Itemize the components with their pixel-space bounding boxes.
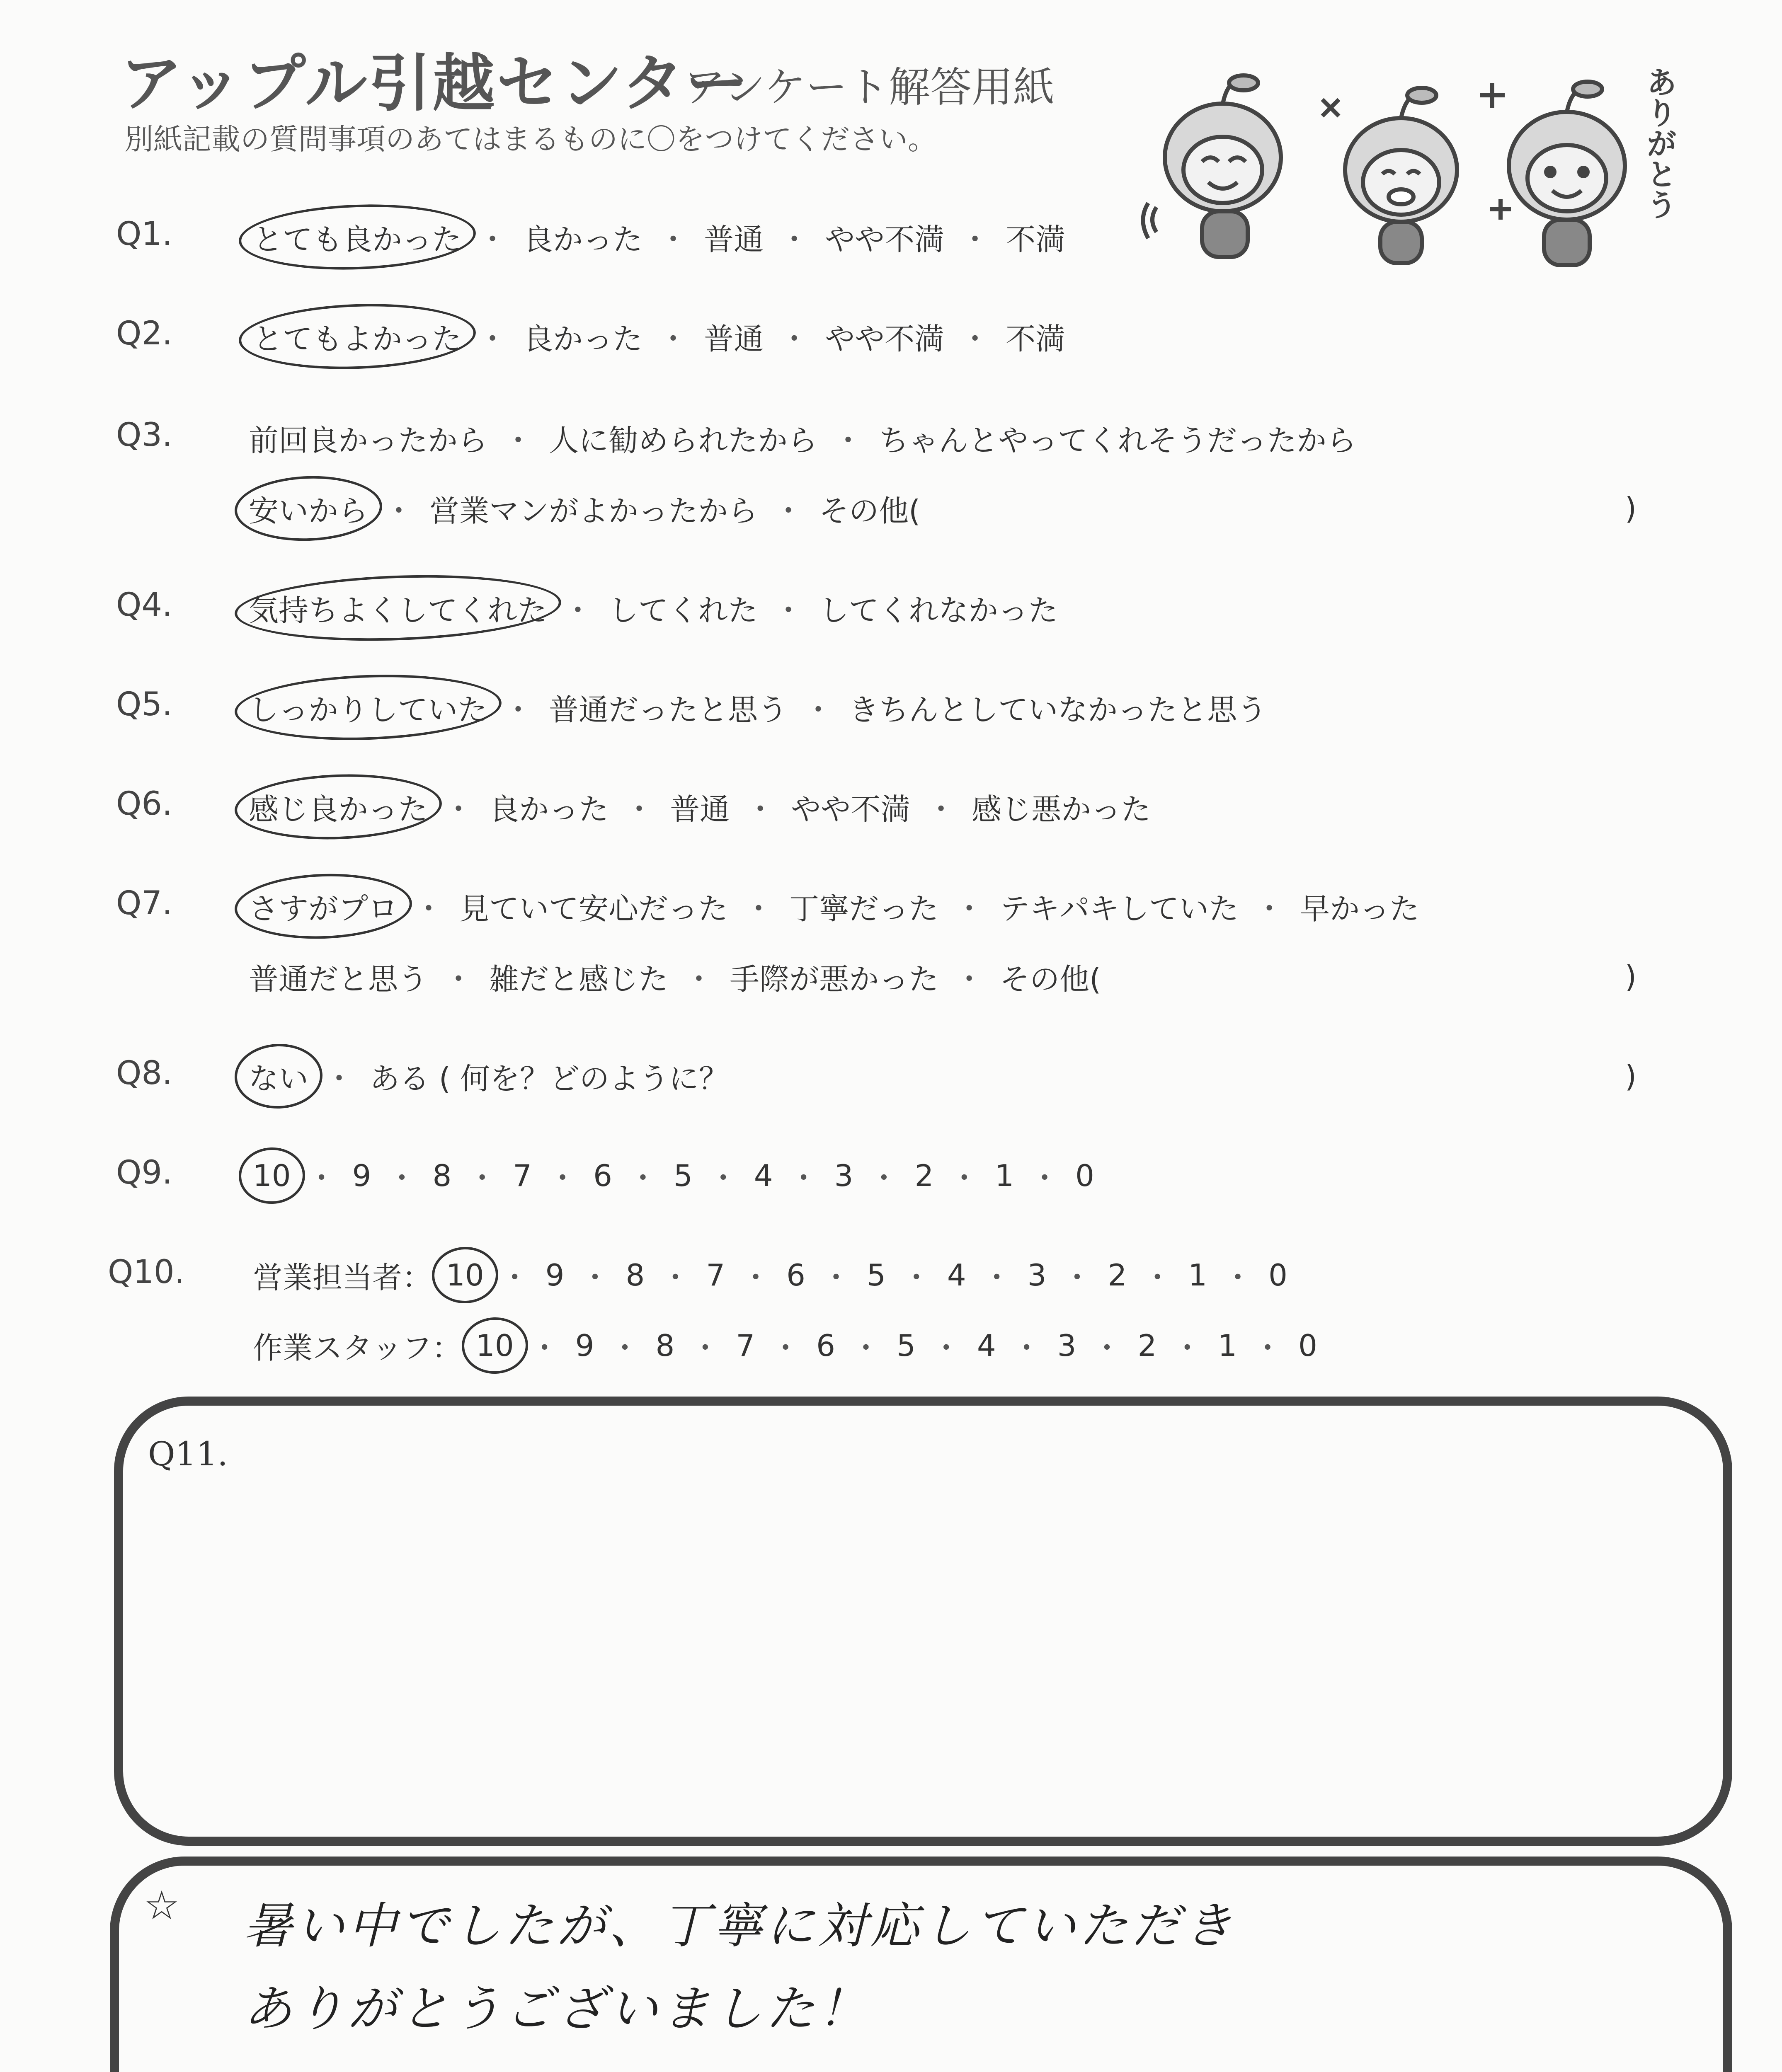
q3-other-close: ) xyxy=(1625,491,1637,526)
q10-staff-score-8[interactable]: 8 xyxy=(655,1328,675,1363)
separator: ・ xyxy=(773,494,804,528)
separator: ・ xyxy=(779,322,810,356)
separator: ・ xyxy=(773,593,804,628)
star-icon: ☆ xyxy=(144,1882,180,1929)
q10-staff-score-1[interactable]: 1 xyxy=(1218,1328,1237,1363)
q1-option-dissatisfied[interactable]: 不満 xyxy=(1006,222,1066,257)
separator: ・ xyxy=(960,322,990,356)
q4-option-did-not[interactable]: してくれなかった xyxy=(819,593,1058,628)
separator: ・ xyxy=(628,1161,658,1196)
q8-options xyxy=(249,1055,729,1098)
monkey-mascots-icon xyxy=(1140,50,1687,274)
q4-option-did[interactable]: してくれた xyxy=(609,593,758,628)
comment-box[interactable] xyxy=(110,1857,1732,2072)
separator: ・ xyxy=(833,423,863,458)
separator: ・ xyxy=(960,222,990,257)
separator: ・ xyxy=(779,222,810,257)
separator: ・ xyxy=(954,891,984,926)
separator: ・ xyxy=(926,792,956,827)
separator: ・ xyxy=(1062,1260,1092,1295)
q10-staff-score-9[interactable]: 9 xyxy=(575,1328,594,1363)
separator: ・ xyxy=(529,1331,560,1365)
separator: ・ xyxy=(324,1061,354,1096)
separator: ・ xyxy=(499,1260,530,1295)
q10-sales-score-1[interactable]: 1 xyxy=(1188,1258,1207,1293)
separator: ・ xyxy=(1223,1260,1253,1295)
q3-option-seemed-reliable[interactable]: ちゃんとやってくれそうだったから xyxy=(879,423,1357,458)
q2-label: Q2. xyxy=(116,315,172,352)
q7-option-efficient[interactable]: テキパキしていた xyxy=(1000,891,1239,926)
q6-option-slightly-dissatisfied[interactable]: やや不満 xyxy=(791,792,911,827)
q10-sales-score-0[interactable]: 0 xyxy=(1268,1258,1287,1293)
separator: ・ xyxy=(658,322,689,356)
q5-label: Q5. xyxy=(116,686,172,723)
q7-option-polite[interactable]: 丁寧だった xyxy=(789,891,939,926)
q3-options-line1 xyxy=(249,416,1356,460)
q2-option-good[interactable]: 良かった xyxy=(523,322,643,356)
q5-option-not-proper[interactable]: きちんとしていなかったと思う xyxy=(849,692,1267,727)
separator: ・ xyxy=(658,222,689,257)
q2-option-slightly-dissatisfied[interactable]: やや不満 xyxy=(825,322,945,356)
separator: ・ xyxy=(803,692,834,727)
separator: ・ xyxy=(708,1161,738,1196)
comment-line-2: ありがとうございました！ xyxy=(243,1980,870,2037)
q7-option-sloppy[interactable]: 雑だと感じた xyxy=(489,962,669,997)
q2-option-normal[interactable]: 普通 xyxy=(704,322,764,356)
form-title: アップル引越センター xyxy=(120,48,749,120)
q9-score-5[interactable]: 5 xyxy=(673,1158,693,1193)
q9-score-6[interactable]: 6 xyxy=(593,1158,612,1193)
mascot-illustration xyxy=(1140,50,1687,274)
q3-option-recommended[interactable]: 人に勧められたから xyxy=(549,423,818,458)
separator: ・ xyxy=(478,222,508,257)
separator: ・ xyxy=(771,1331,801,1365)
q1-label: Q1. xyxy=(116,215,172,253)
separator: ・ xyxy=(387,1161,417,1196)
q10-sales-score-5[interactable]: 5 xyxy=(866,1258,886,1293)
q6-option-good[interactable]: 良かった xyxy=(489,792,609,827)
q10-staff-scale xyxy=(253,1324,1317,1367)
q9-score-4[interactable]: 4 xyxy=(754,1158,773,1193)
q9-score-9[interactable]: 9 xyxy=(352,1158,371,1193)
separator: ・ xyxy=(1142,1260,1173,1295)
q8-close: ) xyxy=(1625,1059,1637,1094)
q1-option-slightly-dissatisfied[interactable]: やや不満 xyxy=(825,222,945,257)
q2-options xyxy=(253,315,1065,358)
q10-staff-score-2[interactable]: 2 xyxy=(1137,1328,1157,1363)
q7-option-professional[interactable]: さすがプロ xyxy=(249,885,398,928)
q10-sales-score-7[interactable]: 7 xyxy=(706,1258,725,1293)
q5-option-solid[interactable]: しっかりしていた xyxy=(249,686,487,729)
q9-score-3[interactable]: 3 xyxy=(834,1158,853,1193)
separator: ・ xyxy=(744,891,774,926)
q4-label: Q4. xyxy=(116,586,172,624)
q10-sales-score-8[interactable]: 8 xyxy=(626,1258,645,1293)
q2-option-dissatisfied[interactable]: 不満 xyxy=(1006,322,1066,356)
q10-sales-score-4[interactable]: 4 xyxy=(947,1258,966,1293)
q10-label: Q10. xyxy=(108,1254,185,1291)
q7-option-fast[interactable]: 早かった xyxy=(1300,891,1420,926)
q4-options xyxy=(249,586,1058,629)
separator: ・ xyxy=(1254,891,1285,926)
separator: ・ xyxy=(1011,1331,1042,1365)
q10-staff-score-4[interactable]: 4 xyxy=(977,1328,996,1363)
q9-label: Q9. xyxy=(116,1154,172,1191)
q10-sales-colon: ： xyxy=(402,1260,432,1295)
q8-option-some[interactable]: ある ( 何を？どのように？ xyxy=(370,1061,729,1096)
separator: ・ xyxy=(478,322,508,356)
q7-other-close: ) xyxy=(1625,959,1637,994)
q1-option-good[interactable]: 良かった xyxy=(523,222,643,257)
q6-option-unpleasant[interactable]: 感じ悪かった xyxy=(972,792,1151,827)
q6-options xyxy=(249,785,1151,828)
separator: ・ xyxy=(745,792,776,827)
q9-score-8[interactable]: 8 xyxy=(432,1158,452,1193)
q6-option-normal[interactable]: 普通 xyxy=(670,792,730,827)
q9-scale xyxy=(253,1154,1094,1197)
q10-sales-score-6[interactable]: 6 xyxy=(786,1258,805,1293)
q10-sales-label: 営業担当者 xyxy=(253,1260,402,1295)
separator: ・ xyxy=(580,1260,610,1295)
separator: ・ xyxy=(610,1331,640,1365)
q3-option-other[interactable]: その他( xyxy=(819,494,921,528)
separator: ・ xyxy=(444,792,474,827)
q10-sales-score-2[interactable]: 2 xyxy=(1108,1258,1127,1293)
separator: ・ xyxy=(467,1161,497,1196)
q3-option-cheap[interactable]: 安いから xyxy=(249,487,368,530)
q10-sales-score-3[interactable]: 3 xyxy=(1027,1258,1047,1293)
separator: ・ xyxy=(563,593,593,628)
q9-score-0[interactable]: 0 xyxy=(1075,1158,1094,1193)
q10-staff-colon: ： xyxy=(432,1331,462,1365)
separator: ・ xyxy=(444,962,474,997)
separator: ・ xyxy=(741,1260,771,1295)
q6-option-pleasant[interactable]: 感じ良かった xyxy=(249,785,428,828)
q7-option-clumsy[interactable]: 手際が悪かった xyxy=(730,962,939,997)
q10-sales-score-9[interactable]: 9 xyxy=(545,1258,565,1293)
q11-answer-box[interactable] xyxy=(114,1397,1732,1846)
q10-staff-score-3[interactable]: 3 xyxy=(1057,1328,1076,1363)
separator: ・ xyxy=(931,1331,961,1365)
q3-options-line2 xyxy=(249,487,920,530)
q3-option-previous-good[interactable]: 前回良かったから xyxy=(249,423,488,458)
separator: ・ xyxy=(821,1260,851,1295)
q10-staff-score-7[interactable]: 7 xyxy=(736,1328,755,1363)
q10-staff-label: 作業スタッフ xyxy=(253,1331,432,1365)
q10-sales-scale xyxy=(253,1254,1287,1297)
separator: ・ xyxy=(660,1260,691,1295)
separator: ・ xyxy=(851,1331,881,1365)
q9-score-10[interactable]: 10 xyxy=(253,1158,291,1193)
separator: ・ xyxy=(384,494,414,528)
separator: ・ xyxy=(548,1161,578,1196)
q7-option-reassuring[interactable]: 見ていて安心だった xyxy=(459,891,728,926)
separator: ・ xyxy=(414,891,444,926)
separator: ・ xyxy=(503,692,533,727)
q10-sales-score-10[interactable]: 10 xyxy=(446,1258,484,1293)
separator: ・ xyxy=(949,1161,979,1196)
q6-label: Q6. xyxy=(116,785,172,823)
q4-option-pleasant[interactable]: 気持ちよくしてくれた xyxy=(249,586,547,629)
mascot-caption: ありがとう xyxy=(1641,66,1677,220)
separator: ・ xyxy=(1253,1331,1283,1365)
separator: ・ xyxy=(1092,1331,1122,1365)
separator: ・ xyxy=(684,962,714,997)
separator: ・ xyxy=(982,1260,1012,1295)
q7-label: Q7. xyxy=(116,885,172,922)
q7-options-line2 xyxy=(249,955,1101,998)
q3-option-good-salesman[interactable]: 営業マンがよかったから xyxy=(429,494,758,528)
form-subtitle: アンケート解答用紙 xyxy=(684,63,1055,111)
separator: ・ xyxy=(624,792,655,827)
separator: ・ xyxy=(869,1161,899,1196)
q7-option-normal[interactable]: 普通だと思う xyxy=(249,962,428,997)
q3-label: Q3. xyxy=(116,416,172,454)
separator: ・ xyxy=(901,1260,931,1295)
q1-options xyxy=(253,215,1065,259)
q10-staff-score-5[interactable]: 5 xyxy=(896,1328,916,1363)
q7-options-line1 xyxy=(249,885,1419,928)
q8-option-none[interactable]: ない xyxy=(249,1055,308,1098)
q11-label: Q11. xyxy=(148,1435,228,1473)
separator: ・ xyxy=(690,1331,720,1365)
separator: ・ xyxy=(503,423,533,458)
separator: ・ xyxy=(1172,1331,1203,1365)
separator: ・ xyxy=(1030,1161,1060,1196)
q5-option-normal[interactable]: 普通だったと思う xyxy=(549,692,788,727)
separator: ・ xyxy=(954,962,984,997)
q9-score-7[interactable]: 7 xyxy=(513,1158,532,1193)
q9-score-2[interactable]: 2 xyxy=(914,1158,934,1193)
q7-option-other[interactable]: その他( xyxy=(1000,962,1101,997)
q9-score-1[interactable]: 1 xyxy=(995,1158,1014,1193)
comment-line-1: 暑い中でしたが、丁寧に対応していただき xyxy=(243,1897,1236,1954)
q10-staff-score-0[interactable]: 0 xyxy=(1298,1328,1317,1363)
q1-option-normal[interactable]: 普通 xyxy=(704,222,764,257)
separator: ・ xyxy=(306,1161,337,1196)
separator: ・ xyxy=(788,1161,819,1196)
q1-option-very-good[interactable]: とても良かった xyxy=(253,215,462,259)
q8-label: Q8. xyxy=(116,1055,172,1092)
q5-options xyxy=(249,686,1267,729)
q2-option-very-good[interactable]: とてもよかった xyxy=(253,315,462,358)
q10-staff-score-6[interactable]: 6 xyxy=(816,1328,835,1363)
form-instruction: 別紙記載の質問事項のあてはまるものに〇をつけてください。 xyxy=(124,122,937,156)
q10-staff-score-10[interactable]: 10 xyxy=(476,1328,514,1363)
